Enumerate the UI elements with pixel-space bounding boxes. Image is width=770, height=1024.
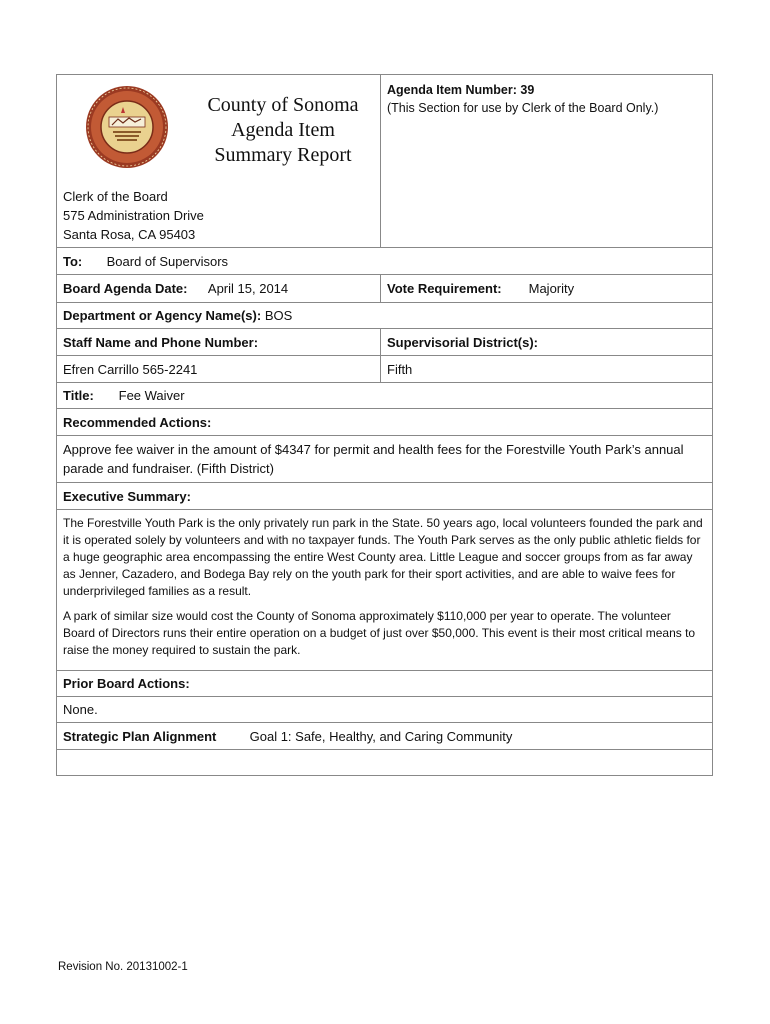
county-seal-icon bbox=[85, 85, 169, 169]
department-value: BOS bbox=[264, 308, 293, 323]
title-line-2: Agenda Item bbox=[231, 119, 335, 141]
to-label: To: bbox=[63, 254, 83, 269]
address-line-1: Clerk of the Board bbox=[63, 189, 168, 204]
item-title-value: Fee Waiver bbox=[118, 388, 185, 403]
prior-actions-label: Prior Board Actions: bbox=[57, 670, 712, 696]
item-title-label: Title: bbox=[63, 388, 94, 403]
revision-number: Revision No. 20131002-1 bbox=[58, 961, 188, 973]
strategic-plan-label: Strategic Plan Alignment bbox=[63, 729, 217, 744]
form-header bbox=[57, 75, 712, 247]
vote-requirement-label: Vote Requirement: bbox=[387, 281, 502, 296]
district-value: Fifth bbox=[387, 362, 413, 377]
district-label: Supervisorial District(s): bbox=[387, 335, 538, 350]
board-date-cell bbox=[57, 275, 381, 302]
executive-summary-label: Executive Summary: bbox=[57, 482, 712, 509]
vote-requirement-value: Majority bbox=[528, 281, 575, 296]
document-title bbox=[183, 93, 383, 168]
agenda-item-number bbox=[387, 81, 706, 99]
date-vote-row bbox=[57, 274, 712, 302]
clerk-note: (This Section for use by Clerk of the Board Only.) bbox=[387, 101, 659, 115]
strategic-plan-row bbox=[57, 722, 712, 749]
to-value: Board of Supervisors bbox=[106, 254, 229, 269]
executive-summary-para-1: The Forestville Youth Park is the only privately run park in the State. 50 years ago, local volunteers founded the park and it is operated solely by volunteers and with no taxpayer funds. The Youth Park serves as the only public athletic fields for a huge geographic area encompassing the entire West County area. Little League and soccer groups from as far away as Jenner, Cazadero, and Bodega Bay rely on the youth park for their sport activities, and are able to waive fees for underprivileged families as a result. bbox=[63, 516, 703, 598]
clerk-address bbox=[63, 187, 204, 244]
executive-summary-body bbox=[57, 509, 712, 670]
address-line-2: 575 Administration Drive bbox=[63, 208, 204, 223]
title-line-1: County of Sonoma bbox=[207, 94, 359, 116]
executive-summary-para-2: A park of similar size would cost the County of Sonoma approximately $110,000 per year to operate. The volunteer Board of Directors runs their entire operation on a budget of just over $50,000. This event is their most critical means to raise the money required to sustain the park. bbox=[63, 609, 696, 657]
title-row bbox=[57, 382, 712, 408]
header-left bbox=[57, 75, 381, 247]
to-row bbox=[57, 247, 712, 274]
board-date-label: Board Agenda Date: bbox=[63, 281, 188, 296]
address-line-3: Santa Rosa, CA 95403 bbox=[63, 227, 196, 242]
staff-district-label-row bbox=[57, 328, 712, 355]
board-date-value: April 15, 2014 bbox=[207, 281, 289, 296]
title-line-3: Summary Report bbox=[214, 144, 352, 166]
staff-value: Efren Carrillo 565-2241 bbox=[57, 356, 381, 382]
strategic-plan-value: Goal 1: Safe, Healthy, and Caring Community bbox=[249, 729, 513, 744]
recommended-actions-label: Recommended Actions: bbox=[57, 408, 712, 435]
agenda-item-value: 39 bbox=[520, 83, 535, 97]
agenda-summary-form bbox=[56, 74, 713, 776]
department-label: Department or Agency Name(s): bbox=[63, 308, 262, 323]
vote-requirement-cell bbox=[381, 275, 712, 302]
clerk-section bbox=[381, 75, 712, 247]
department-row bbox=[57, 302, 712, 328]
prior-actions-value: None. bbox=[57, 696, 712, 722]
empty-row bbox=[57, 749, 712, 775]
recommended-actions-text: Approve fee waiver in the amount of $4347 for permit and health fees for the Forestville Youth Park’s annual parade and fundraiser. (Fifth District) bbox=[57, 435, 712, 482]
agenda-item-label: Agenda Item Number: bbox=[387, 83, 517, 97]
staff-label: Staff Name and Phone Number: bbox=[57, 329, 381, 355]
staff-district-value-row bbox=[57, 355, 712, 382]
